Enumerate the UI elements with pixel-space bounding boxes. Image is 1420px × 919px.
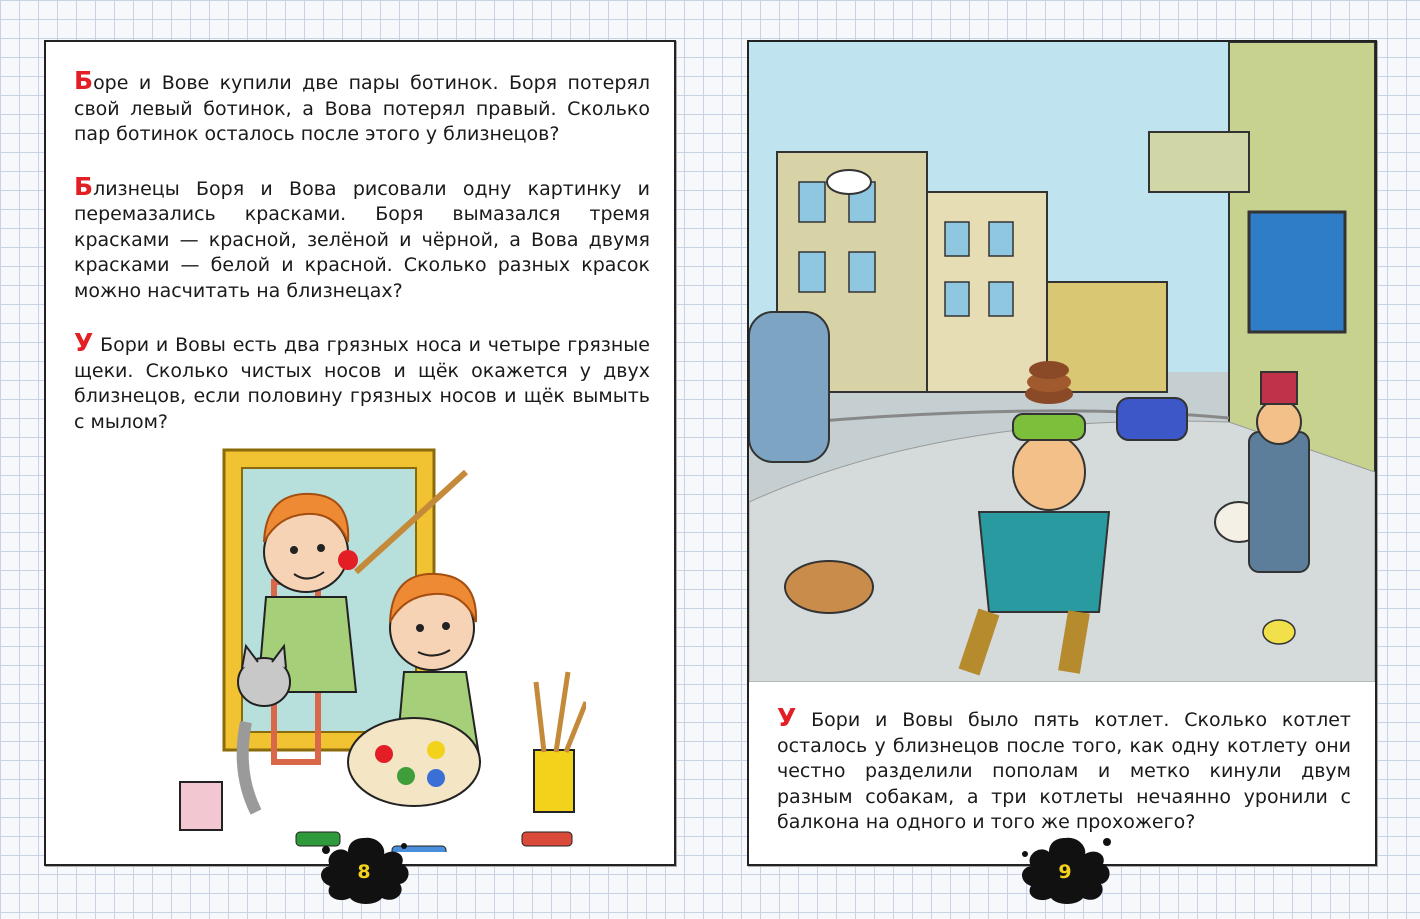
drop-cap: У [777,703,797,732]
twins-painting-illustration [146,432,586,852]
riddle-text: лизнецы Боря и Вова рисовали одну картинку и перемазались красками. Боря вымазался тремя красками — красной, зелёной и чёрной, а Вова двумя красками — белой и красной. Сколько разных красок можно насчитать на близнецах? [74,177,650,302]
riddle-text: Бори и Вовы было пять котлет. Сколько котлет осталось у близнецов после того, как одну котлету они честно разделили пополам и метко кинули двум разным собакам, а три котлеты нечаянно уронили с балкона на одного и того же прохожего? [777,709,1351,833]
riddle-paints [74,171,650,305]
riddle-cutlets [777,705,1351,836]
drop-cap: Б [74,66,94,95]
left-page [44,40,676,883]
page-number-badge [1017,832,1113,906]
right-text-block [777,705,1351,836]
riddle-text: Бори и Вовы есть два грязных носа и четыре грязные щеки. Сколько чистых носов и щёк окажется у двух близнецов, если половину грязных носов и щёк вымыть с мылом? [74,334,650,433]
page-number-badge [316,832,412,906]
left-text-block [74,68,650,435]
right-page [747,40,1377,883]
street-scene-illustration [749,42,1375,682]
riddle-shoes [74,68,650,148]
drop-cap: Б [74,171,94,201]
riddle-noses [74,330,650,435]
drop-cap: У [74,328,94,357]
riddle-text: оре и Вове купили две пары ботинок. Боря потерял свой левый ботинок, а Вова потерял правый. Сколько пар ботинок осталось после этого у близнецов? [74,72,650,145]
page-number: 8 [357,861,371,883]
page-number: 9 [1058,861,1072,883]
